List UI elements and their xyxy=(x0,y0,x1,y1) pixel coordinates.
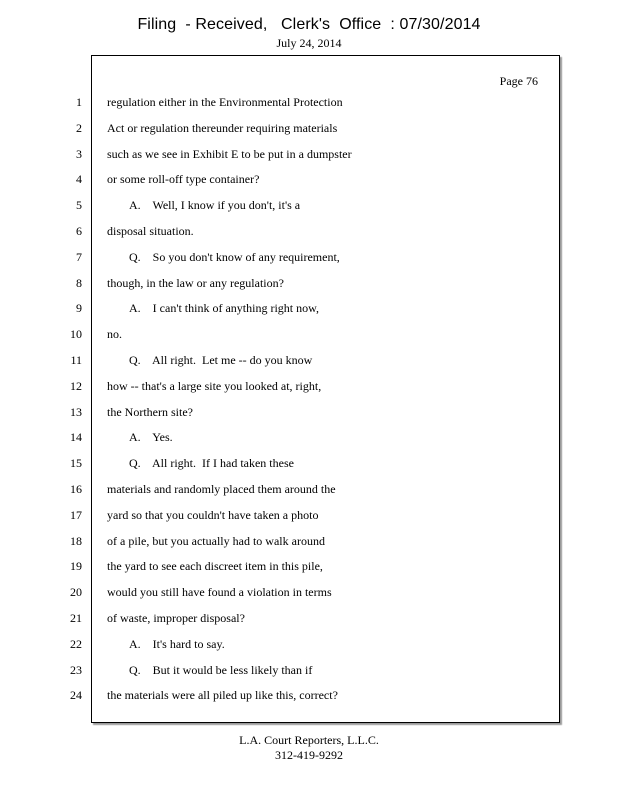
transcript-line-text: of a pile, but you actually had to walk around xyxy=(107,534,325,548)
transcript-line-text: A. Yes. xyxy=(129,430,173,444)
line-number: 7 xyxy=(76,250,82,264)
line-number: 8 xyxy=(76,276,82,290)
transcript-line-text: no. xyxy=(107,327,122,341)
transcript-line-text: how -- that's a large site you looked at, right, xyxy=(107,379,322,393)
line-number: 12 xyxy=(70,379,82,393)
transcript-line-text: regulation either in the Environmental Protection xyxy=(107,95,343,109)
line-number: 19 xyxy=(70,559,82,573)
page-number: Page 76 xyxy=(499,74,538,88)
line-number: 23 xyxy=(70,663,82,677)
line-number: 11 xyxy=(70,353,82,367)
transcript-line-text: Q. All right. Let me -- do you know xyxy=(129,353,313,367)
line-number: 21 xyxy=(70,611,82,625)
transcript-line-text: Act or regulation thereunder requiring materials xyxy=(107,121,338,135)
transcript-line-text: materials and randomly placed them around the xyxy=(107,482,336,496)
transcript-line-text: or some roll-off type container? xyxy=(107,172,260,186)
transcript-line-text: A. Well, I know if you don't, it's a xyxy=(129,198,301,212)
line-number: 1 xyxy=(76,95,82,109)
transcript-line-text: would you still have found a violation in terms xyxy=(107,585,332,599)
line-number: 5 xyxy=(76,198,82,212)
line-number: 17 xyxy=(70,508,82,522)
line-number: 22 xyxy=(70,637,82,651)
transcript-line-text: such as we see in Exhibit E to be put in a dumpster xyxy=(107,147,352,161)
transcript-line-text: the materials were all piled up like this, correct? xyxy=(107,688,338,702)
line-number: 4 xyxy=(76,172,82,186)
filing-stamp: Filing - Received, Clerk's Office : 07/30/2014 xyxy=(137,16,481,33)
transcript-line-text: Q. All right. If I had taken these xyxy=(129,456,294,470)
transcript-line-text: of waste, improper disposal? xyxy=(107,611,245,625)
line-number: 10 xyxy=(70,327,82,341)
transcript-line-text: A. I can't think of anything right now, xyxy=(129,301,320,315)
transcript-line-text: Q. So you don't know of any requirement, xyxy=(129,250,340,264)
line-number: 9 xyxy=(76,301,82,315)
transcript-line-text: disposal situation. xyxy=(107,224,194,238)
court-reporter-phone: 312-419-9292 xyxy=(275,748,343,762)
line-number: 6 xyxy=(76,224,82,238)
line-number: 15 xyxy=(70,456,82,470)
transcript-date: July 24, 2014 xyxy=(276,36,342,50)
transcript-line-text: the yard to see each discreet item in this pile, xyxy=(107,559,323,573)
line-number: 2 xyxy=(76,121,82,135)
transcript-line-text: yard so that you couldn't have taken a photo xyxy=(107,508,319,522)
line-number: 20 xyxy=(70,585,82,599)
transcript-line-text: Q. But it would be less likely than if xyxy=(129,663,313,677)
line-number: 16 xyxy=(70,482,82,496)
line-number: 18 xyxy=(70,534,82,548)
line-number: 3 xyxy=(76,147,82,161)
transcript-line-text: though, in the law or any regulation? xyxy=(107,276,284,290)
line-number: 24 xyxy=(70,688,82,702)
transcript-line-text: the Northern site? xyxy=(107,405,193,419)
line-number: 14 xyxy=(70,430,82,444)
transcript-line-text: A. It's hard to say. xyxy=(129,637,225,651)
court-reporter-name: L.A. Court Reporters, L.L.C. xyxy=(239,733,379,747)
line-number: 13 xyxy=(70,405,82,419)
